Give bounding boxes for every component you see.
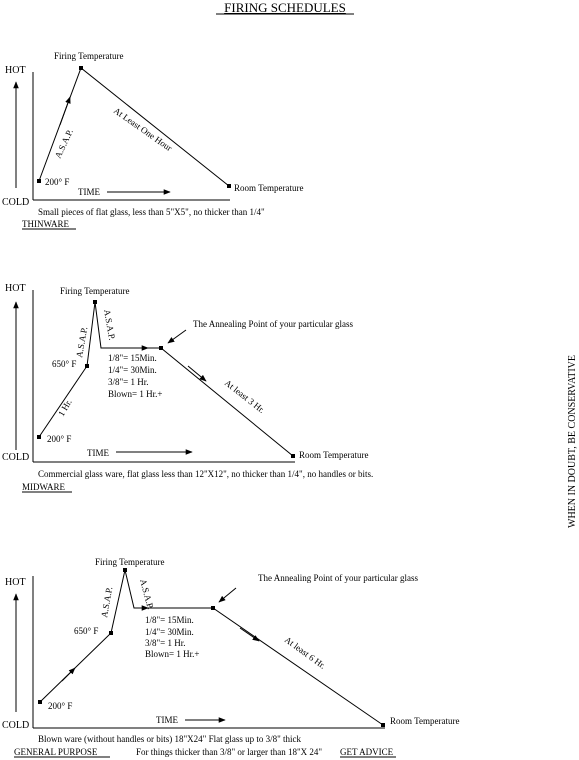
thinware-hot-label: HOT: [5, 65, 26, 76]
general-rise-arrow: [62, 668, 75, 681]
general-hot-label: HOT: [5, 577, 26, 588]
midware-hold-line-2: 1/4"= 30Min.: [108, 365, 157, 375]
midware-peak-point: [93, 300, 97, 304]
general-start-point: [38, 700, 42, 704]
general-hold-line-4: Blown= 1 Hr.+: [145, 649, 200, 659]
thinware-peak-point: [79, 66, 83, 70]
thinware-time-label: TIME: [78, 187, 100, 197]
general-anneal-label: The Annealing Point of your particular glass: [258, 573, 418, 583]
thinware-end-label: Room Temperature: [234, 183, 304, 193]
general-hold-line-1: 1/8"= 15Min.: [145, 615, 194, 625]
midware-mid-temp: 650° F: [52, 359, 77, 369]
midware-anneal-point: [159, 346, 163, 350]
thinware-chart: [2, 51, 303, 229]
general-cold-label: COLD: [2, 720, 30, 731]
general-description: Blown ware (without handles or bits) 18"X24" Flat glass up to 3/8" thick: [38, 734, 301, 744]
side-note: WHEN IN DOUBT, BE CONSERVATIVE: [567, 355, 578, 528]
general-peak-label: Firing Temperature: [95, 557, 165, 567]
midware-anneal-label: The Annealing Point of your particular glass: [193, 319, 353, 329]
midware-mid-point: [85, 364, 89, 368]
thinware-rise-arrow: [60, 97, 70, 125]
general-cool-label: At least 6 Hr.: [282, 634, 328, 671]
general-category: GENERAL PURPOSE: [14, 747, 98, 757]
midware-end-point: [291, 454, 295, 458]
midware-end-label: Room Temperature: [299, 450, 369, 460]
midware-start-temp: 200° F: [47, 434, 72, 444]
midware-cool-label: At least 3 Hr.: [222, 377, 267, 416]
general-mid-point: [109, 631, 113, 635]
general-advice: GET ADVICE: [340, 747, 394, 757]
general-anneal-arrow: [219, 588, 236, 602]
midware-rise1-label: 1 Hr.: [56, 397, 74, 418]
midware-cold-label: COLD: [2, 452, 30, 463]
midware-anneal-arrow: [168, 330, 186, 343]
general-start-temp: 200° F: [48, 701, 73, 711]
general-mid-temp: 650° F: [74, 626, 99, 636]
thinware-cold-label: COLD: [2, 197, 30, 208]
general-chart: [2, 557, 459, 757]
general-drop-label: A.S.A.P.: [138, 577, 156, 611]
midware-cool-arrow: [188, 366, 206, 381]
midware-description: Commercial glass ware, flat glass less than 12"X12", no thicker than 1/4", no handles or bits.: [38, 469, 374, 479]
page-title: FIRING SCHEDULES: [224, 0, 346, 15]
midware-peak-label: Firing Temperature: [60, 286, 130, 296]
general-peak-point: [123, 568, 127, 572]
thinware-end-point: [227, 184, 231, 188]
thinware-peak-label: Firing Temperature: [54, 51, 124, 61]
midware-start-point: [37, 435, 41, 439]
general-cool-arrow: [240, 628, 259, 641]
general-note: For things thicker than 3/8" or larger than 18"X 24": [136, 747, 323, 757]
thinware-start-temp: 200° F: [45, 177, 70, 187]
midware-hold-line-1: 1/8"= 15Min.: [108, 353, 157, 363]
midware-hot-label: HOT: [5, 283, 26, 294]
midware-hold-line-3: 3/8"= 1 Hr.: [108, 377, 149, 387]
midware-rise2-label: A.S.A.P.: [74, 326, 90, 359]
general-time-label: TIME: [156, 715, 178, 725]
general-hold-line-3: 3/8"= 1 Hr.: [145, 638, 186, 648]
midware-time-label: TIME: [87, 448, 109, 458]
general-hold-line-2: 1/4"= 30Min.: [145, 627, 194, 637]
general-rise2-label: A.S.A.P.: [99, 586, 115, 619]
thinware-description: Small pieces of flat glass, less than 5"X5", no thicker than 1/4": [38, 207, 265, 217]
thinware-category: THINWARE: [22, 219, 69, 229]
midware-chart: [2, 283, 373, 492]
thinware-rise-label: A.S.A.P.: [52, 127, 75, 160]
midware-hold-line-4: Blown= 1 Hr.+: [108, 389, 163, 399]
general-anneal-point: [211, 606, 215, 610]
thinware-cool-label: At Least One Hour: [111, 105, 174, 154]
general-curve: [40, 570, 383, 725]
thinware-start-point: [37, 179, 41, 183]
midware-drop-label: A.S.A.P.: [102, 308, 118, 341]
midware-category: MIDWARE: [22, 482, 65, 492]
general-end-point: [381, 723, 385, 727]
general-end-label: Room Temperature: [390, 716, 460, 726]
